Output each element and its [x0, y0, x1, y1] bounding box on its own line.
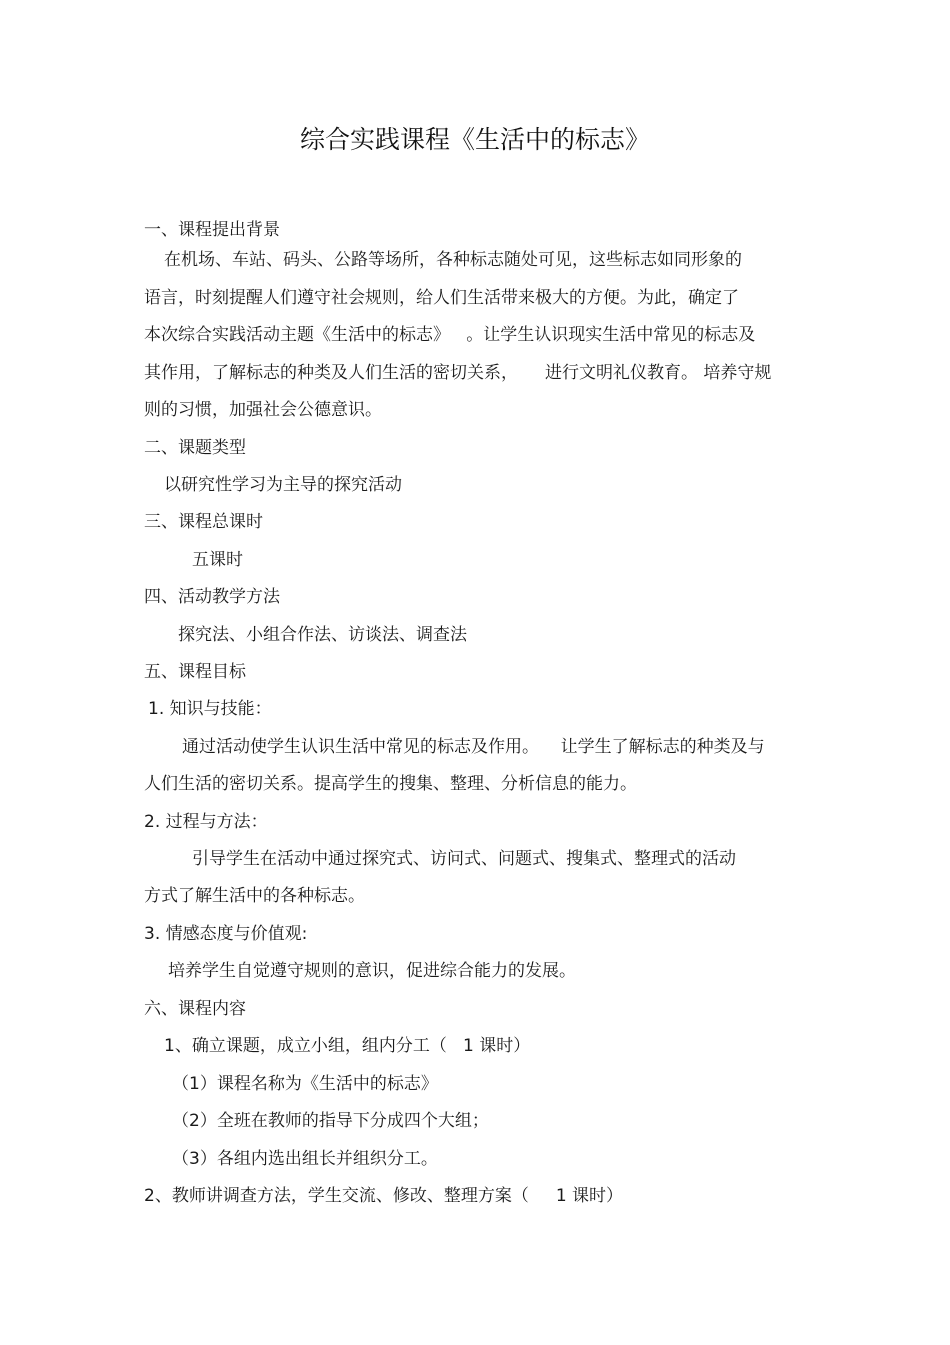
- list-item: 1、确立课题，成立小组，组内分工（ 1 课时）: [164, 1036, 531, 1056]
- paragraph-line: 探究法、小组合作法、访谈法、调查法: [178, 625, 467, 645]
- list-subitem: （2）全班在教师的指导下分成四个大组；: [172, 1111, 489, 1131]
- paragraph-line: 五课时: [192, 550, 243, 570]
- section-heading-goals: 五、课程目标: [144, 662, 246, 682]
- paragraph-line: 培养学生自觉遵守规则的意识，促进综合能力的发展。: [168, 961, 576, 981]
- goal-heading-knowledge: 1. 知识与技能：: [148, 699, 272, 719]
- paragraph-line: 其作用，了解标志的种类及人们生活的密切关系， 进行文明礼仪教育。 培养守规: [144, 363, 772, 383]
- list-item: 2、教师讲调查方法，学生交流、修改、整理方案（ 1 课时）: [144, 1186, 624, 1206]
- paragraph-line: 人们生活的密切关系。提高学生的搜集、整理、分析信息的能力。: [144, 774, 637, 794]
- section-heading-content: 六、课程内容: [144, 999, 246, 1019]
- paragraph-line: 则的习惯，加强社会公德意识。: [144, 400, 382, 420]
- paragraph-line: 在机场、车站、码头、公路等场所，各种标志随处可见，这些标志如同形象的: [164, 250, 742, 270]
- paragraph-line: 语言，时刻提醒人们遵守社会规则，给人们生活带来极大的方便。为此，确定了: [144, 288, 739, 308]
- goal-heading-attitude: 3. 情感态度与价值观:: [144, 924, 308, 944]
- list-subitem: （3）各组内选出组长并组织分工。: [172, 1149, 438, 1169]
- section-heading-hours: 三、课程总课时: [144, 512, 263, 532]
- list-subitem: （1）课程名称为《生活中的标志》: [172, 1074, 438, 1094]
- paragraph-line: 以研究性学习为主导的探究活动: [164, 475, 402, 495]
- paragraph-line: 通过活动使学生认识生活中常见的标志及作用。 让学生了解标志的种类及与: [182, 737, 765, 757]
- document-title: 综合实践课程《生活中的标志》: [299, 125, 650, 154]
- section-heading-background: 一、课程提出背景: [144, 220, 280, 240]
- paragraph-line: 本次综合实践活动主题《生活中的标志》 。让学生认识现实生活中常见的标志及: [144, 325, 756, 345]
- section-heading-type: 二、课题类型: [144, 438, 246, 458]
- paragraph-line: 引导学生在活动中通过探究式、访问式、问题式、搜集式、整理式的活动: [192, 849, 736, 869]
- paragraph-line: 方式了解生活中的各种标志。: [144, 886, 365, 906]
- section-heading-methods: 四、活动教学方法: [144, 587, 280, 607]
- goal-heading-process: 2. 过程与方法：: [144, 812, 268, 832]
